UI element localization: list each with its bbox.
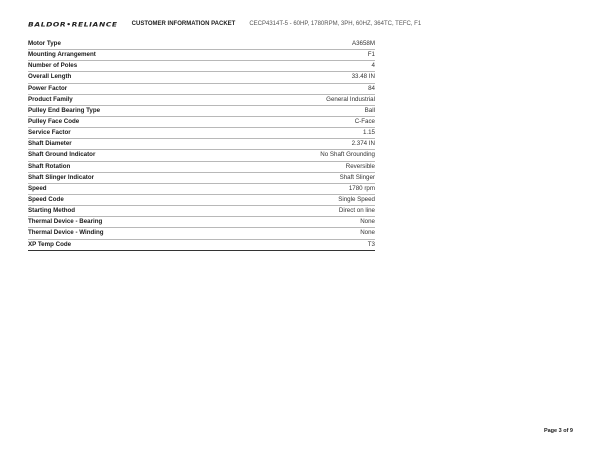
spec-label: Product Family [28, 94, 229, 105]
spec-value: 2.374 IN [229, 139, 375, 150]
spec-row [28, 139, 375, 150]
spec-row [28, 61, 375, 72]
spec-value: T3 [229, 239, 375, 250]
spec-value: 1780 rpm [229, 183, 375, 194]
spec-label: Starting Method [28, 206, 229, 217]
spec-value: None [229, 217, 375, 228]
spec-value: Ball [229, 105, 375, 116]
spec-value: General Industrial [229, 94, 375, 105]
spec-label: Mounting Arrangement [28, 50, 229, 61]
spec-row [28, 183, 375, 194]
spec-value: Direct on line [229, 206, 375, 217]
document-type: CUSTOMER INFORMATION PACKET [131, 21, 236, 27]
spec-table [28, 39, 375, 251]
spec-row [28, 128, 375, 139]
spec-row [28, 39, 375, 50]
spec-label: Power Factor [28, 83, 229, 94]
spec-label: Shaft Rotation [28, 161, 229, 172]
spec-row [28, 217, 375, 228]
spec-row [28, 228, 375, 239]
spec-label: XP Temp Code [28, 239, 229, 250]
spec-row [28, 194, 375, 205]
spec-label: Overall Length [28, 72, 229, 83]
spec-row [28, 83, 375, 94]
spec-label: Thermal Device - Bearing [28, 217, 229, 228]
spec-label: Motor Type [28, 39, 229, 50]
page-header [28, 18, 421, 30]
page-number: Page 3 of 9 [543, 428, 573, 434]
spec-label: Shaft Diameter [28, 139, 229, 150]
spec-value: No Shaft Grounding [229, 150, 375, 161]
spec-value: A3658M [229, 39, 375, 50]
spec-label: Speed [28, 183, 229, 194]
spec-label: Speed Code [28, 194, 229, 205]
spec-row [28, 116, 375, 127]
spec-table-body [28, 39, 375, 250]
spec-row [28, 172, 375, 183]
spec-label: Thermal Device - Winding [28, 228, 229, 239]
spec-label: Service Factor [28, 128, 229, 139]
spec-label: Shaft Slinger Indicator [28, 172, 229, 183]
spec-label: Pulley Face Code [28, 116, 229, 127]
spec-value: C-Face [229, 116, 375, 127]
spec-row [28, 206, 375, 217]
spec-row [28, 94, 375, 105]
product-description: CECP4314T-5 - 60HP, 1780RPM, 3PH, 60HZ, 364TC, TEFC, F1 [249, 21, 422, 27]
spec-value: 4 [229, 61, 375, 72]
brand-logo: BALDOR•RELIANCE [28, 20, 118, 28]
spec-row [28, 239, 375, 250]
spec-label: Pulley End Bearing Type [28, 105, 229, 116]
spec-value: Shaft Slinger [229, 172, 375, 183]
spec-value: 1.15 [229, 128, 375, 139]
spec-row [28, 50, 375, 61]
spec-value: 33.48 IN [229, 72, 375, 83]
spec-value: Reversible [229, 161, 375, 172]
spec-value: 84 [229, 83, 375, 94]
spec-row [28, 105, 375, 116]
spec-row [28, 72, 375, 83]
spec-value: Single Speed [229, 194, 375, 205]
spec-row [28, 150, 375, 161]
spec-value: None [229, 228, 375, 239]
spec-label: Shaft Ground Indicator [28, 150, 229, 161]
spec-row [28, 161, 375, 172]
spec-value: F1 [229, 50, 375, 61]
spec-label: Number of Poles [28, 61, 229, 72]
